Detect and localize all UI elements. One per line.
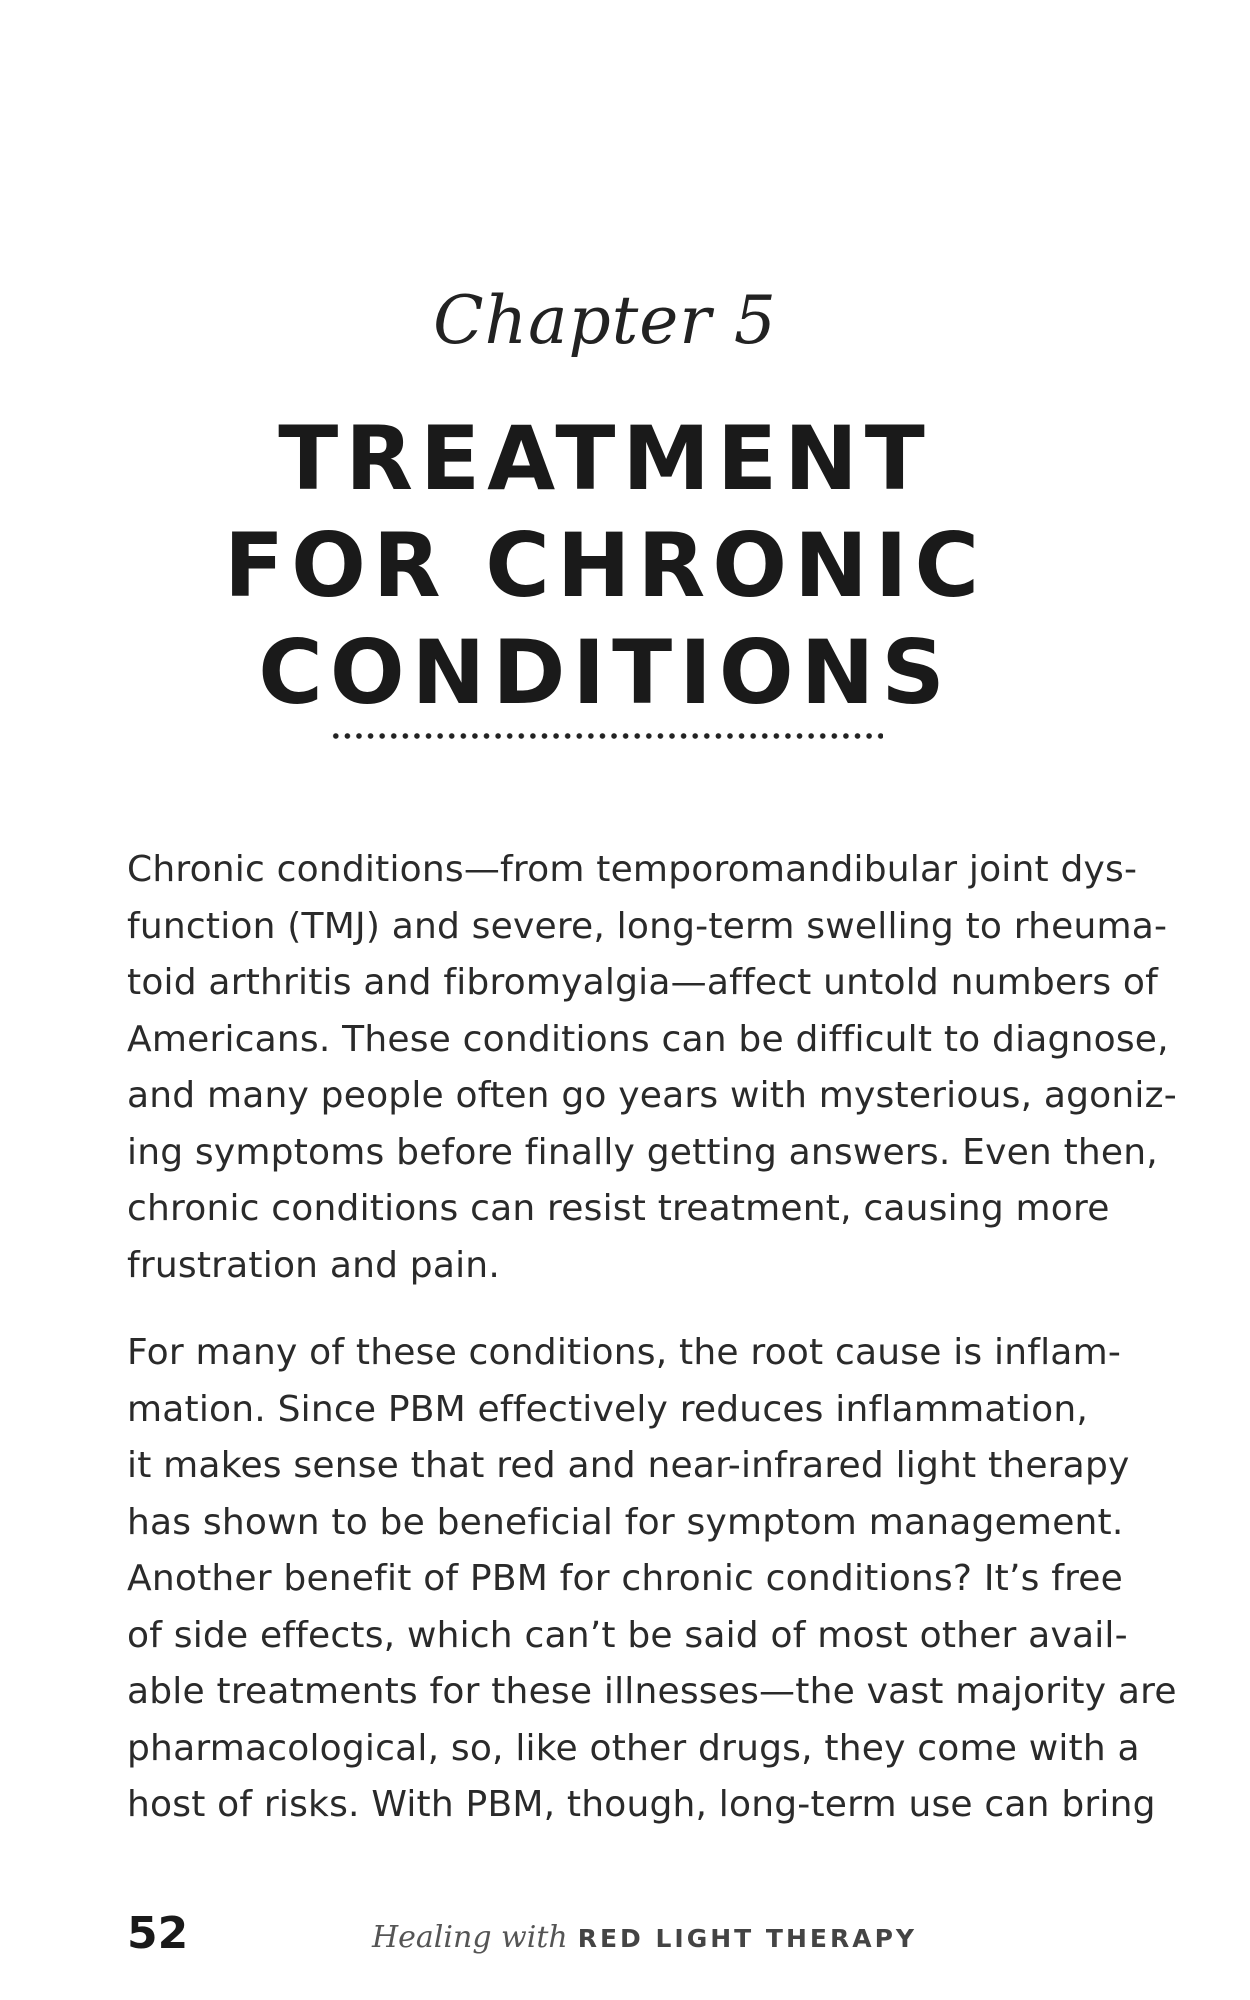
text-line: pharmacological, so, like other drugs, they come with a bbox=[127, 1727, 1140, 1769]
chapter-title-line: TREATMENT bbox=[278, 407, 932, 510]
text-line: Chronic conditions—from temporomandibular joint dys- bbox=[127, 849, 1138, 890]
text-line: frustration and pain. bbox=[127, 1244, 500, 1286]
running-head-title: RED LIGHT THERAPY bbox=[577, 1924, 917, 1953]
text-line: of side effects, which can’t be said of most other avail- bbox=[127, 1614, 1128, 1656]
text-line: chronic conditions can resist treatment, causing more bbox=[127, 1188, 1110, 1229]
chapter-title-line: CONDITIONS bbox=[258, 621, 952, 724]
chapter-title bbox=[0, 405, 1210, 726]
dotted-divider bbox=[330, 732, 883, 740]
text-line: mation. Since PBM effectively reduces inflammation, bbox=[127, 1388, 1089, 1430]
text-line: function (TMJ) and severe, long-term swelling to rheuma- bbox=[127, 905, 1168, 947]
page-number: 52 bbox=[127, 1908, 189, 1959]
text-line: and many people often go years with mysterious, agoniz- bbox=[127, 1075, 1177, 1116]
running-head-script: Healing with bbox=[372, 1920, 568, 1955]
text-line: For many of these conditions, the root cause is inflam- bbox=[127, 1332, 1122, 1373]
text-line: Another benefit of PBM for chronic conditions? It’s free bbox=[127, 1558, 1123, 1599]
body-text bbox=[127, 842, 1177, 1865]
text-line: ing symptoms before finally getting answers. Even then, bbox=[127, 1131, 1158, 1173]
paragraph bbox=[127, 1325, 1177, 1834]
running-head bbox=[372, 1920, 917, 1955]
text-line: Americans. These conditions can be difficult to diagnose, bbox=[127, 1018, 1169, 1060]
page-footer bbox=[0, 1908, 1250, 1968]
paragraph bbox=[127, 842, 1177, 1294]
text-line: it makes sense that red and near-infrared light therapy bbox=[127, 1445, 1130, 1486]
text-line: toid arthritis and fibromyalgia—affect untold numbers of bbox=[127, 962, 1159, 1003]
text-line: has shown to be beneficial for symptom management. bbox=[127, 1501, 1124, 1543]
text-line: able treatments for these illnesses—the vast majority are bbox=[127, 1671, 1177, 1712]
chapter-title-line: FOR CHRONIC bbox=[223, 514, 987, 617]
text-line: host of risks. With PBM, though, long-term use can bring bbox=[127, 1784, 1156, 1825]
chapter-label: Chapter 5 bbox=[433, 282, 777, 359]
